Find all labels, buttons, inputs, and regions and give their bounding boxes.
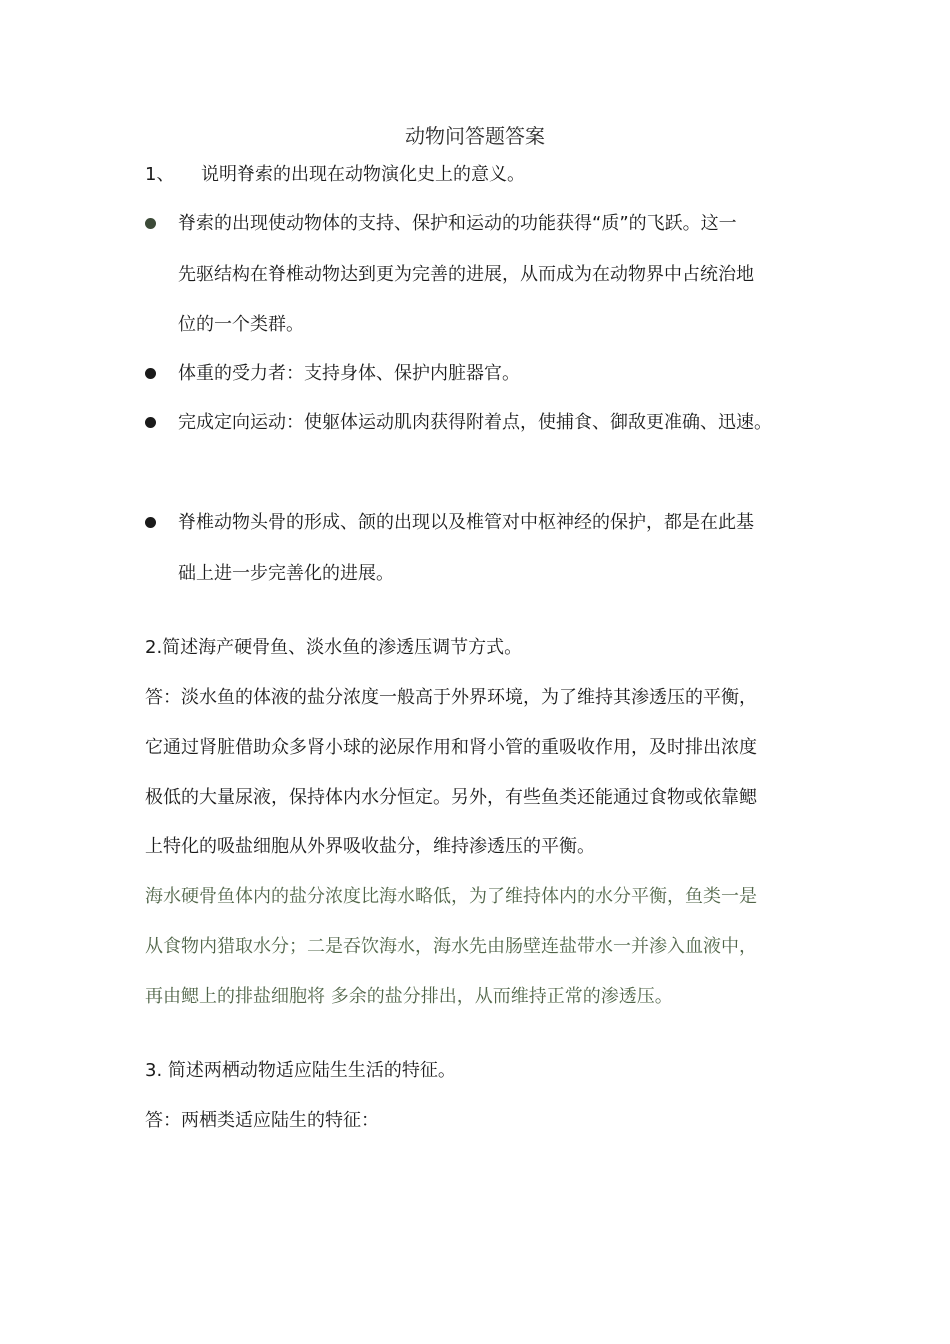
marine-fish-line-2: 从食物内猎取水分；二是吞饮海水，海水先由肠壁连盐带水一并渗入血液中， [145, 936, 757, 957]
marine-fish-line-3: 再由鳃上的排盐细胞将 多余的盐分排出，从而维持正常的渗透压。 [145, 986, 673, 1007]
bullet-2-line-1: 体重的受力者：支持身体、保护内脏器官。 [178, 363, 520, 384]
bullet-4-line-1: 脊椎动物头骨的形成、颌的出现以及椎管对中枢神经的保护，都是在此基 [178, 512, 754, 533]
question-1-number: 1、 [145, 164, 175, 185]
answer-2-line-3: 极低的大量尿液，保持体内水分恒定。另外，有些鱼类还能通过食物或依靠鳃 [145, 787, 757, 808]
marine-fish-line-1: 海水硬骨鱼体内的盐分浓度比海水略低，为了维持体内的水分平衡，鱼类一是 [145, 886, 757, 907]
bullet-dot [145, 218, 156, 229]
question-2-text: 2.简述海产硬骨鱼、淡水鱼的渗透压调节方式。 [145, 637, 523, 658]
page-title: 动物问答题答案 [405, 124, 545, 148]
question-3-text: 3. 简述两栖动物适应陆生生活的特征。 [145, 1060, 456, 1081]
bullet-3-line-1: 完成定向运动：使躯体运动肌肉获得附着点，使捕食、御敌更准确、迅速。 [178, 412, 772, 433]
bullet-dot [145, 368, 156, 379]
answer-2-line-4: 上特化的吸盐细胞从外界吸收盐分，维持渗透压的平衡。 [145, 836, 595, 857]
bullet-1-line-2: 先驱结构在脊椎动物达到更为完善的进展，从而成为在动物界中占统治地 [178, 264, 754, 285]
bullet-4-line-2: 础上进一步完善化的进展。 [178, 563, 394, 584]
bullet-dot [145, 517, 156, 528]
bullet-dot [145, 417, 156, 428]
answer-2-line-2: 它通过肾脏借助众多肾小球的泌尿作用和肾小管的重吸收作用，及时排出浓度 [145, 737, 757, 758]
answer-3-line-1: 答：两栖类适应陆生的特征： [145, 1110, 379, 1131]
question-1-text: 说明脊索的出现在动物演化史上的意义。 [201, 164, 525, 185]
bullet-1-line-1: 脊索的出现使动物体的支持、保护和运动的功能获得“质”的飞跃。这一 [178, 213, 737, 234]
bullet-1-line-3: 位的一个类群。 [178, 314, 304, 335]
answer-2-line-1: 答：淡水鱼的体液的盐分浓度一般高于外界环境，为了维持其渗透压的平衡， [145, 687, 757, 708]
